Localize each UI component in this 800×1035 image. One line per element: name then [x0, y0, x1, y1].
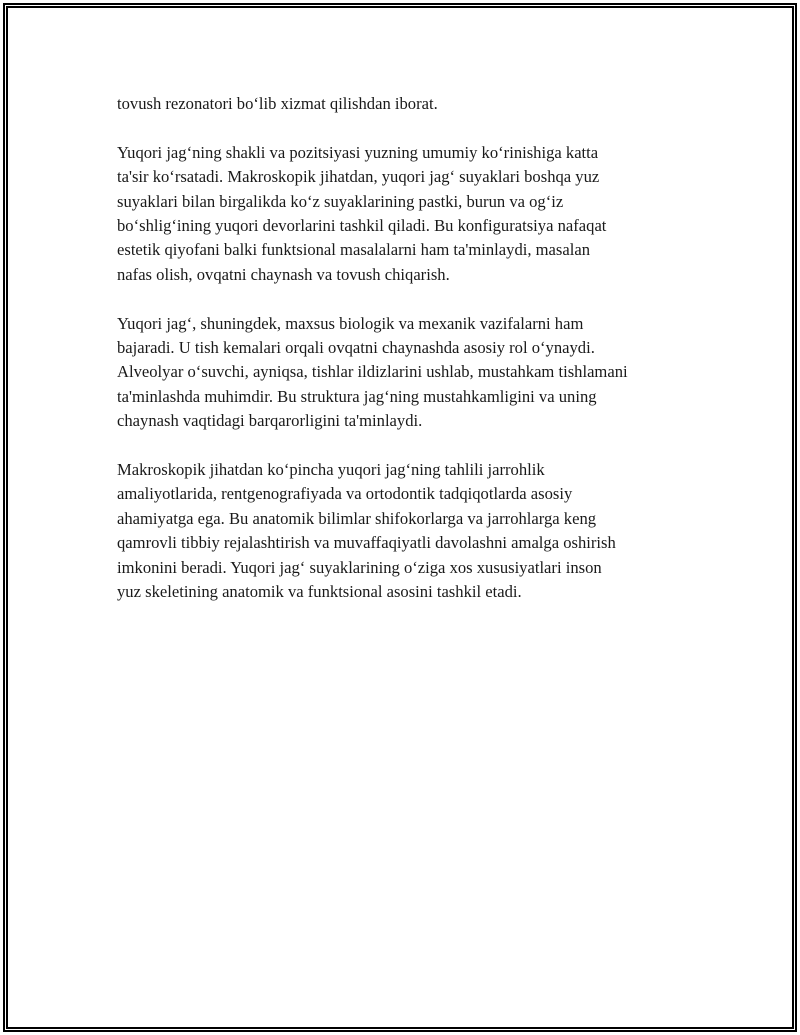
paragraph-2: Yuqori jag‘ning shakli va pozitsiyasi yuzning umumiy ko‘rinishiga katta ta'sir ko‘rsatadi. Makroskopik jihatdan, yuqori jag‘ suyaklari boshqa yuz suyaklari bilan birgalikda ko‘z suyaklarining pastki, burun va og‘iz bo‘shlig‘ining yuqori devorlarini tashkil qiladi. Bu konfiguratsiya nafaqat estetik qiyofani balki funktsional masalalarni ham ta'minlaydi, masalan nafas olish, ovqatni chaynash va tovush chiqarish. — [117, 142, 607, 284]
paragraph-1: tovush rezonatori bo‘lib xizmat qilishdan iborat. — [117, 94, 438, 113]
paragraph-3: Yuqori jag‘, shuningdek, maxsus biologik va mexanik vazifalarni ham bajaradi. U tish kemalari orqali ovqatni chaynashda asosiy rol o‘ynaydi. Alveolyar o‘suvchi, ayniqsa, tishlar ildizlarini ushlab, mustahkam tishlamani ta'minlashda muhimdir. Bu struktura jag‘ning mustahkamligini va uning chaynash vaqtidagi barqarorligini ta'minlaydi. — [117, 313, 628, 431]
paragraph-4: Makroskopik jihatdan ko‘pincha yuqori jag‘ning tahlili jarrohlik amaliyotlarida, rentgenografiyada va ortodontik tadqiqotlarda asosiy ahamiyatga ega. Bu anatomik bilimlar shifokorlarga va jarrohlarga keng qamrovli tibbiy rejalashtirish va muvaffaqiyatli davolashni amalga oshirish imkonini beradi. Yuqori jag‘ suyaklarining o‘ziga xos xususiyatlari inson yuz skeletining anatomik va funktsional asosini tashkil etadi. — [117, 460, 616, 602]
document-body — [117, 92, 677, 629]
